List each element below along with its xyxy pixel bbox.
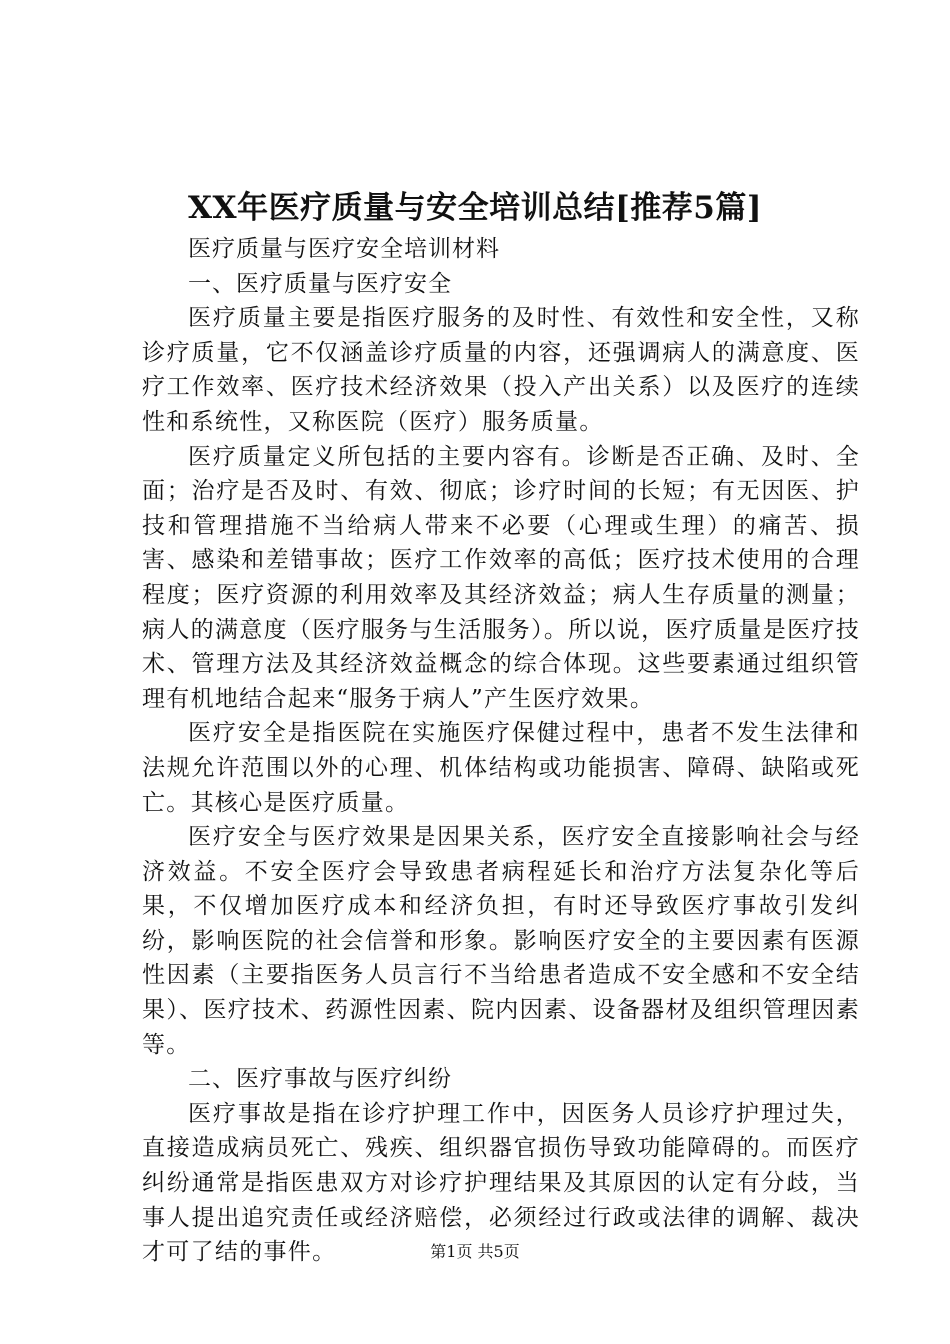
paragraph: 医疗安全与医疗效果是因果关系，医疗安全直接影响社会与经济效益。不安全医疗会导致患者病程延长和治疗方法复杂化等后果，不仅增加医疗成本和经济负担，有时还导致医疗事故引发纠纷，影响医院的社会信誉和形象。影响医疗安全的主要因素有医源性因素（主要指医务人员言行不当给患者造成不安全感和不安全结果）、医疗技术、药源性因素、院内因素、设备器材及组织管理因素等。 <box>142 824 860 1058</box>
document-title: XX年医疗质量与安全培训总结[推荐5篇] <box>187 190 762 226</box>
document-body <box>142 232 860 1270</box>
paragraph: 医疗事故是指在诊疗护理工作中，因医务人员诊疗护理过失，直接造成病员死亡、残疾、组织器官损伤导致功能障碍的。而医疗纠纷通常是指医患双方对诊疗护理结果及其原因的认定有分歧，当事人提出追究责任或经济赔偿，必须经过行政或法律的调解、裁决才可了结的事件。 <box>142 1100 860 1266</box>
section-heading-1: 一、医疗质量与医疗安全 <box>188 270 452 297</box>
material-title: 医疗质量与医疗安全培训材料 <box>188 236 500 262</box>
section-heading-2: 二、医疗事故与医疗纠纷 <box>188 1066 452 1093</box>
paragraph: 医疗质量定义所包括的主要内容有。诊断是否正确、及时、全面；治疗是否及时、有效、彻底；诊疗时间的长短；有无因医、护技和管理措施不当给病人带来不必要（心理或生理）的痛苦、损害、感染和差错事故；医疗工作效率的高低；医疗技术使用的合理程度；医疗资源的利用效率及其经济效益；病人生存质量的测量；病人的满意度（医疗服务与生活服务）。所以说，医疗质量是医疗技术、管理方法及其经济效益概念的综合体现。这些要素通过组织管理有机地结合起来“服务于病人”产生医疗效果。 <box>142 443 860 712</box>
paragraph: 医疗质量主要是指医疗服务的及时性、有效性和安全性，又称诊疗质量，它不仅涵盖诊疗质量的内容，还强调病人的满意度、医疗工作效率、医疗技术经济效果（投入产出关系）以及医疗的连续性和系统性，又称医院（医疗）服务质量。 <box>142 305 860 435</box>
paragraph: 医疗安全是指医院在实施医疗保健过程中，患者不发生法律和法规允许范围以外的心理、机体结构或功能损害、障碍、缺陷或死亡。其核心是医疗质量。 <box>142 720 860 816</box>
page-number: 第1页 共5页 <box>430 1242 520 1261</box>
